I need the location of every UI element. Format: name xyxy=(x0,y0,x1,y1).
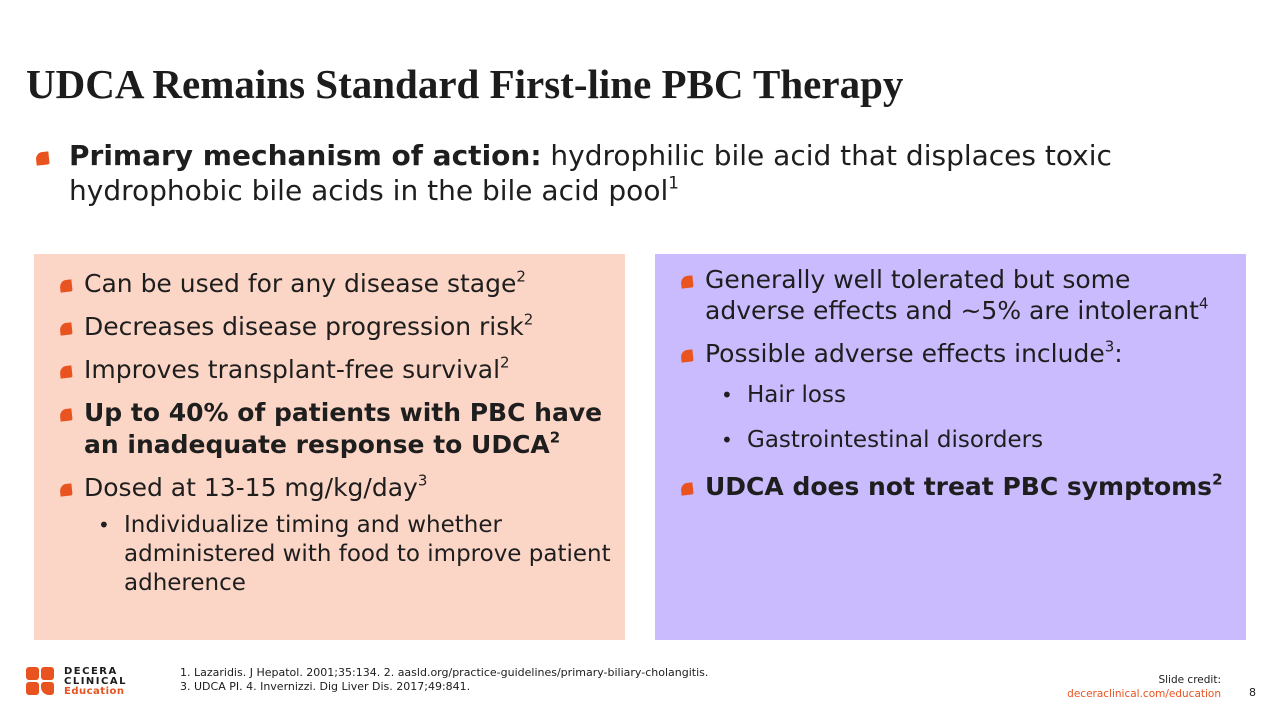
dosing-item xyxy=(60,472,615,504)
tolerability-text: Generally well tolerated but some adverse effects and ~5% are intolerant xyxy=(705,265,1199,325)
benefit-item-emphasis xyxy=(60,397,615,461)
ref-sup: 3 xyxy=(1104,337,1115,356)
adverse-effects-item xyxy=(681,338,1226,369)
adverse-effect-sub-item xyxy=(717,426,1226,455)
benefit-item xyxy=(60,268,615,300)
main-bullet-text xyxy=(69,138,1236,208)
bullet-icon xyxy=(59,483,72,496)
bullet-icon xyxy=(59,408,72,421)
logo-line2: CLINICAL xyxy=(64,676,127,687)
benefit-text: Decreases disease progression risk xyxy=(84,312,524,341)
sub-item-text: Individualize timing and whether administered with food to improve patient adherence xyxy=(124,512,611,596)
benefit-text: Up to 40% of patients with PBC have an inadequate response to UDCA xyxy=(84,398,603,459)
main-bullet-ref: 1 xyxy=(668,172,679,193)
reference-line: 1. Lazaridis. J Hepatol. 2001;35:134. 2. aasld.org/practice-guidelines/primary-biliary-cholangitis. xyxy=(180,666,709,679)
logo-line3: Education xyxy=(64,686,125,697)
dot-bullet-icon: • xyxy=(98,513,110,537)
dot-bullet-icon: • xyxy=(721,428,733,452)
symptoms-text: UDCA does not treat PBC symptoms xyxy=(705,472,1213,501)
symptoms-item-emphasis xyxy=(681,471,1226,502)
adverse-effects-text: Possible adverse effects include xyxy=(705,339,1105,368)
udca-tolerability-box xyxy=(655,254,1246,640)
credit-link[interactable]: deceraclinical.com/education xyxy=(1067,688,1221,700)
ref-sup: 2 xyxy=(549,428,561,447)
colon: : xyxy=(1114,339,1123,368)
ref-sup: 2 xyxy=(1212,470,1223,489)
bullet-icon xyxy=(680,482,693,495)
ref-sup: 3 xyxy=(417,471,428,490)
credit-label: Slide credit: xyxy=(1158,674,1221,686)
bullet-icon xyxy=(59,279,72,292)
page-number: 8 xyxy=(1249,686,1256,699)
dosing-text: Dosed at 13-15 mg/kg/day xyxy=(84,473,418,502)
sub-item-text: Gastrointestinal disorders xyxy=(747,427,1044,453)
benefit-item xyxy=(60,354,615,386)
ref-sup: 2 xyxy=(500,353,510,372)
udca-benefits-box xyxy=(34,254,625,640)
adverse-effect-sub-item xyxy=(717,381,1226,410)
dosing-sub-item xyxy=(94,511,615,598)
main-bullet xyxy=(36,138,1236,208)
ref-sup: 2 xyxy=(523,310,534,329)
ref-sup: 4 xyxy=(1198,294,1209,313)
dot-bullet-icon: • xyxy=(721,383,733,407)
sub-item-text: Hair loss xyxy=(747,382,846,408)
decera-logo-icon xyxy=(26,667,56,697)
reference-line: 3. UDCA PI. 4. Invernizzi. Dig Liver Dis. 2017;49:841. xyxy=(180,680,471,693)
benefit-text: Improves transplant-free survival xyxy=(84,355,501,384)
decera-logo xyxy=(26,667,127,697)
main-bullet-body: hydrophilic bile acid that displaces toxic hydrophobic bile acids in the bile acid pool xyxy=(69,139,1112,207)
bullet-icon xyxy=(680,275,693,288)
benefit-item xyxy=(60,311,615,343)
bullet-icon xyxy=(59,322,72,335)
tolerability-item xyxy=(681,264,1226,326)
bullet-icon xyxy=(59,365,72,378)
ref-sup: 2 xyxy=(516,267,526,286)
slide-credit xyxy=(1067,673,1221,701)
bullet-icon xyxy=(35,151,49,165)
logo-wordmark xyxy=(64,667,127,697)
benefit-text: Can be used for any disease stage xyxy=(84,269,517,298)
references xyxy=(180,666,900,694)
main-bullet-bold: Primary mechanism of action: xyxy=(69,139,542,172)
bullet-icon xyxy=(680,349,693,362)
logo-line1: DECERA xyxy=(64,666,118,677)
slide-title: UDCA Remains Standard First-line PBC Therapy xyxy=(26,61,904,107)
